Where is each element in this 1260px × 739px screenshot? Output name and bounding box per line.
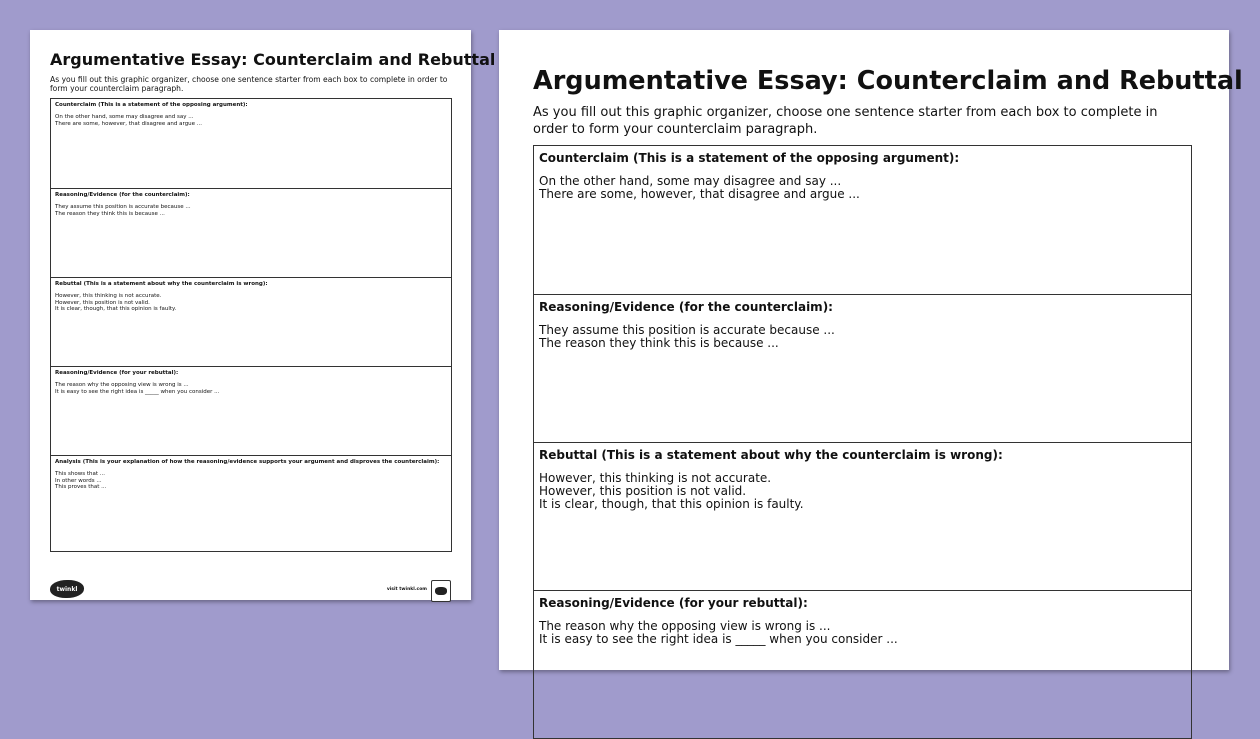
rebuttal-evidence-box — [51, 366, 451, 455]
sentence-starter: The reason they think this is because ... — [539, 336, 779, 350]
section-label: Reasoning/Evidence (for your rebuttal): — [55, 370, 179, 376]
twinkl-logo: twinkl — [50, 580, 84, 598]
sentence-starter: The reason why the opposing view is wrong is ... — [539, 619, 831, 633]
rebuttal-box — [51, 277, 451, 366]
section-label: Rebuttal (This is a statement about why the counterclaim is wrong): — [55, 281, 268, 287]
worksheet-footer — [50, 580, 451, 606]
organizer-table — [533, 145, 1192, 739]
sentence-starter: The reason they think this is because ... — [55, 210, 165, 217]
footer-url: visit twinkl.com — [386, 587, 427, 592]
worksheet-intro: As you fill out this graphic organizer, choose one sentence starter from each box to complete in order to form your counterclaim paragraph. — [533, 105, 1158, 137]
sentence-starter: There are some, however, that disagree and argue ... — [539, 187, 860, 201]
sentence-starter: They assume this position is accurate because ... — [55, 204, 191, 210]
section-label: Reasoning/Evidence (for the counterclaim): — [539, 300, 833, 314]
analysis-box — [51, 455, 451, 551]
sentence-starter: On the other hand, some may disagree and say ... — [55, 114, 194, 120]
sentence-starter: There are some, however, that disagree and argue ... — [55, 120, 203, 127]
worksheet-title: Argumentative Essay: Counterclaim and Rebuttal — [50, 50, 496, 69]
counterclaim-box — [534, 146, 1191, 294]
worksheet-title: Argumentative Essay: Counterclaim and Rebuttal — [533, 66, 1243, 96]
sentence-starter: On the other hand, some may disagree and say ... — [539, 174, 842, 188]
sentence-starter: The reason why the opposing view is wrong is ... — [55, 382, 189, 388]
section-label: Analysis (This is your explanation of how the reasoning/evidence supports your argument and disproves the counterclaim): — [55, 459, 440, 465]
counterclaim-box — [51, 99, 451, 188]
worksheet-intro: As you fill out this graphic organizer, choose one sentence starter from each box to complete in order to form your counterclaim paragraph. — [50, 75, 448, 93]
counterclaim-evidence-box — [534, 294, 1191, 442]
counterclaim-evidence-box — [51, 188, 451, 277]
section-label: Counterclaim (This is a statement of the opposing argument): — [55, 102, 248, 108]
section-label: Rebuttal (This is a statement about why the counterclaim is wrong): — [539, 448, 1003, 462]
sentence-starter: However, this thinking is not accurate. — [539, 471, 772, 485]
section-label: Counterclaim (This is a statement of the opposing argument): — [539, 151, 960, 165]
sentence-starter: However, this position is not valid. — [539, 484, 747, 498]
rebuttal-evidence-box — [534, 590, 1191, 738]
sentence-starter: This shows that ... — [55, 471, 105, 477]
sentence-starter: It is clear, though, that this opinion is faulty. — [539, 497, 804, 511]
sentence-starter: However, this thinking is not accurate. — [55, 293, 162, 299]
twinkl-badge-icon — [431, 580, 451, 602]
sentence-starter: It is easy to see the right idea is _____ when you consider ... — [55, 388, 220, 395]
rebuttal-box — [534, 442, 1191, 590]
sentence-starter: However, this position is not valid. — [55, 299, 150, 306]
sentence-starter: It is clear, though, that this opinion is faulty. — [55, 306, 177, 312]
organizer-table — [50, 98, 452, 552]
worksheet-zoom — [499, 30, 1243, 670]
sentence-starter: This proves that ... — [55, 484, 107, 490]
section-label: Reasoning/Evidence (for the counterclaim): — [55, 192, 190, 198]
worksheet-thumbnail — [30, 30, 496, 600]
sentence-starter: It is easy to see the right idea is _____ when you consider ... — [539, 632, 898, 646]
section-label: Reasoning/Evidence (for your rebuttal): — [539, 596, 808, 610]
sentence-starter: They assume this position is accurate because ... — [539, 323, 835, 337]
sentence-starter: In other words ... — [55, 477, 102, 484]
